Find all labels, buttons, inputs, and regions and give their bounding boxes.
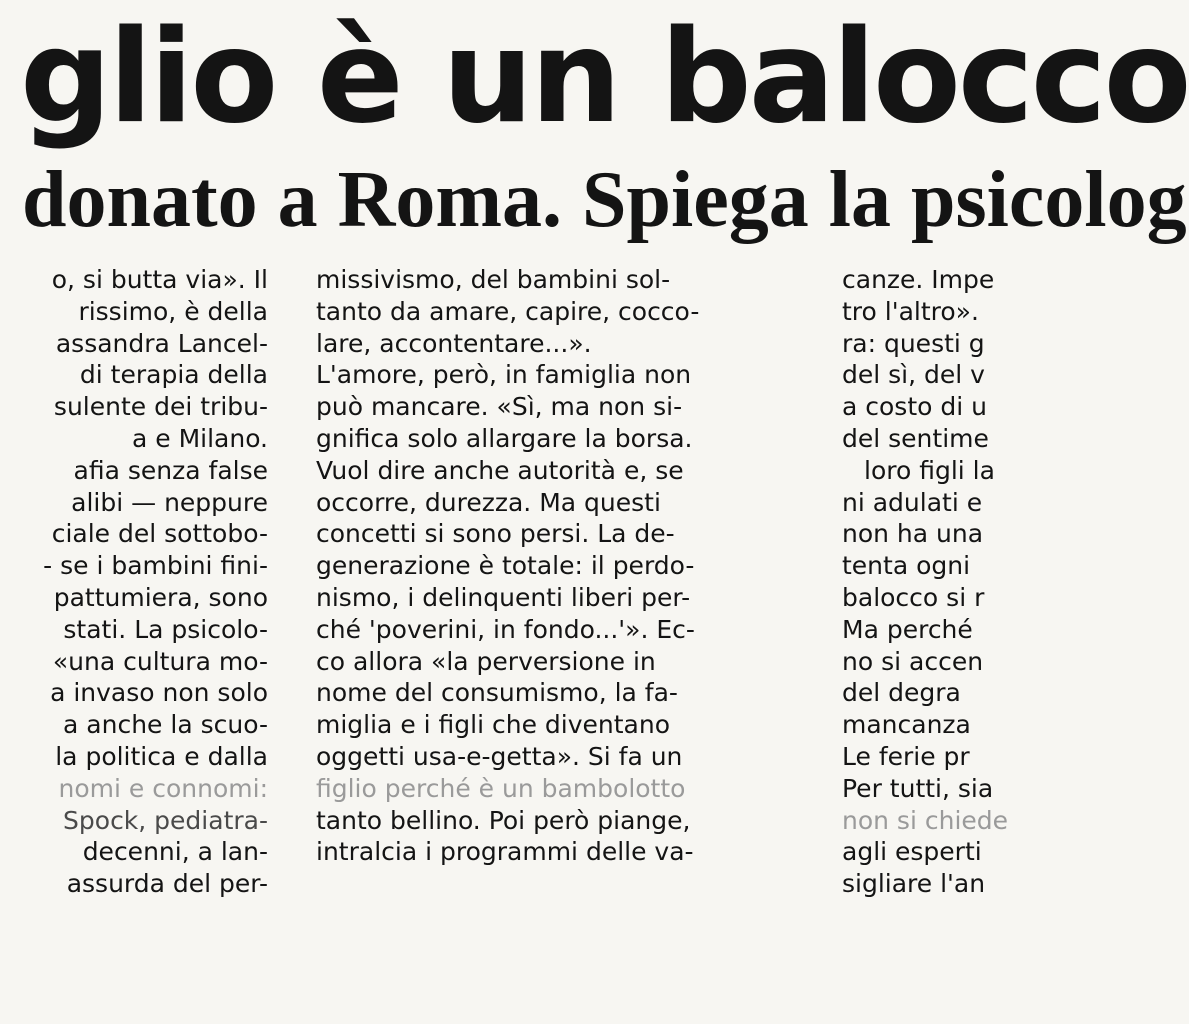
text-line: - se i bambini fini-	[43, 551, 268, 581]
text-line: assandra Lancel-	[55, 328, 268, 358]
text-line: sulente dei tribu-	[53, 392, 268, 422]
article-column-middle	[316, 264, 796, 868]
text-line: nomi e connomi:	[58, 773, 268, 803]
text-line: generazione è totale: il perdo-	[316, 551, 695, 581]
text-line: tro l'altro».	[842, 296, 979, 326]
text-line: non si chiede	[842, 805, 1009, 835]
text-line: del sì, del v	[842, 360, 985, 390]
text-line: pattumiera, sono	[53, 582, 268, 612]
text-line: alibi — neppure	[71, 487, 268, 517]
text-line: decenni, a lan-	[82, 837, 268, 867]
text-line: lare, accontentare...».	[316, 328, 592, 358]
text-line: missivismo, del bambini sol-	[316, 265, 671, 294]
text-line: canze. Impe	[842, 265, 995, 294]
text-line: tenta ogni	[842, 551, 971, 581]
text-line: rissimo, è della	[78, 296, 268, 326]
text-line: del sentime	[842, 423, 989, 453]
text-line: a costo di u	[842, 392, 987, 422]
article-column-left	[0, 264, 268, 900]
text-line: tanto bellino. Poi però piange,	[316, 805, 691, 835]
text-line: L'amore, però, in famiglia non	[316, 360, 692, 390]
text-line: può mancare. «Sì, ma non si-	[316, 392, 683, 422]
text-line: a invaso non solo	[50, 678, 268, 708]
text-line: «una cultura mo-	[52, 646, 268, 676]
text-line: loro figli la	[864, 455, 995, 485]
text-line: assurda del per-	[66, 869, 268, 899]
text-line: di terapia della	[79, 360, 268, 390]
text-line: Spock, pediatra-	[63, 805, 268, 835]
text-line: occorre, durezza. Ma questi	[316, 487, 661, 517]
text-line: a anche la scuo-	[63, 710, 268, 740]
text-line: a e Milano.	[131, 423, 268, 453]
text-line: Ma perché	[842, 614, 973, 644]
text-line: stati. La psicolo-	[63, 614, 268, 644]
text-line: Per tutti, sia	[842, 773, 994, 803]
text-line: no si accen	[842, 646, 984, 676]
headline: glio è un balocco	[20, 3, 1189, 152]
text-line: figlio perché è un bambolotto	[316, 773, 686, 803]
text-line: gnifica solo allargare la borsa.	[316, 423, 693, 453]
text-line: miglia e i figli che diventano	[316, 710, 671, 740]
text-line: intralcia i programmi delle va-	[316, 837, 694, 867]
text-line: tanto da amare, capire, cocco-	[316, 296, 700, 326]
text-line: ché 'poverini, in fondo...'». Ec-	[316, 614, 695, 644]
text-line: afia senza false	[73, 455, 268, 485]
text-line: nome del consumismo, la fa-	[316, 678, 678, 708]
article-column-right	[842, 264, 1024, 900]
text-line: concetti si sono persi. La de-	[316, 519, 675, 549]
text-line: la politica e dalla	[55, 741, 268, 771]
text-line: sigliare l'an	[842, 869, 986, 899]
text-line: oggetti usa-e-getta». Si fa un	[316, 741, 683, 771]
text-line: del degra	[842, 678, 961, 708]
text-line: non ha una	[842, 519, 984, 549]
text-line: co allora «la perversione in	[316, 646, 656, 676]
text-line: balocco si r	[842, 582, 985, 612]
text-line: ra: questi g	[842, 328, 985, 358]
text-line: mancanza	[842, 710, 971, 740]
text-line: nismo, i delinquenti liberi per-	[316, 582, 691, 612]
text-line: Le ferie pr	[842, 741, 970, 771]
text-line: agli esperti	[842, 837, 982, 867]
text-line: ni adulati e	[842, 487, 983, 517]
text-line: ciale del sottobo-	[51, 519, 268, 549]
text-line: Vuol dire anche autorità e, se	[316, 455, 684, 485]
text-line: o, si butta via». Il	[51, 265, 268, 294]
subheadline: donato a Roma. Spiega la psicolog	[22, 156, 1187, 244]
